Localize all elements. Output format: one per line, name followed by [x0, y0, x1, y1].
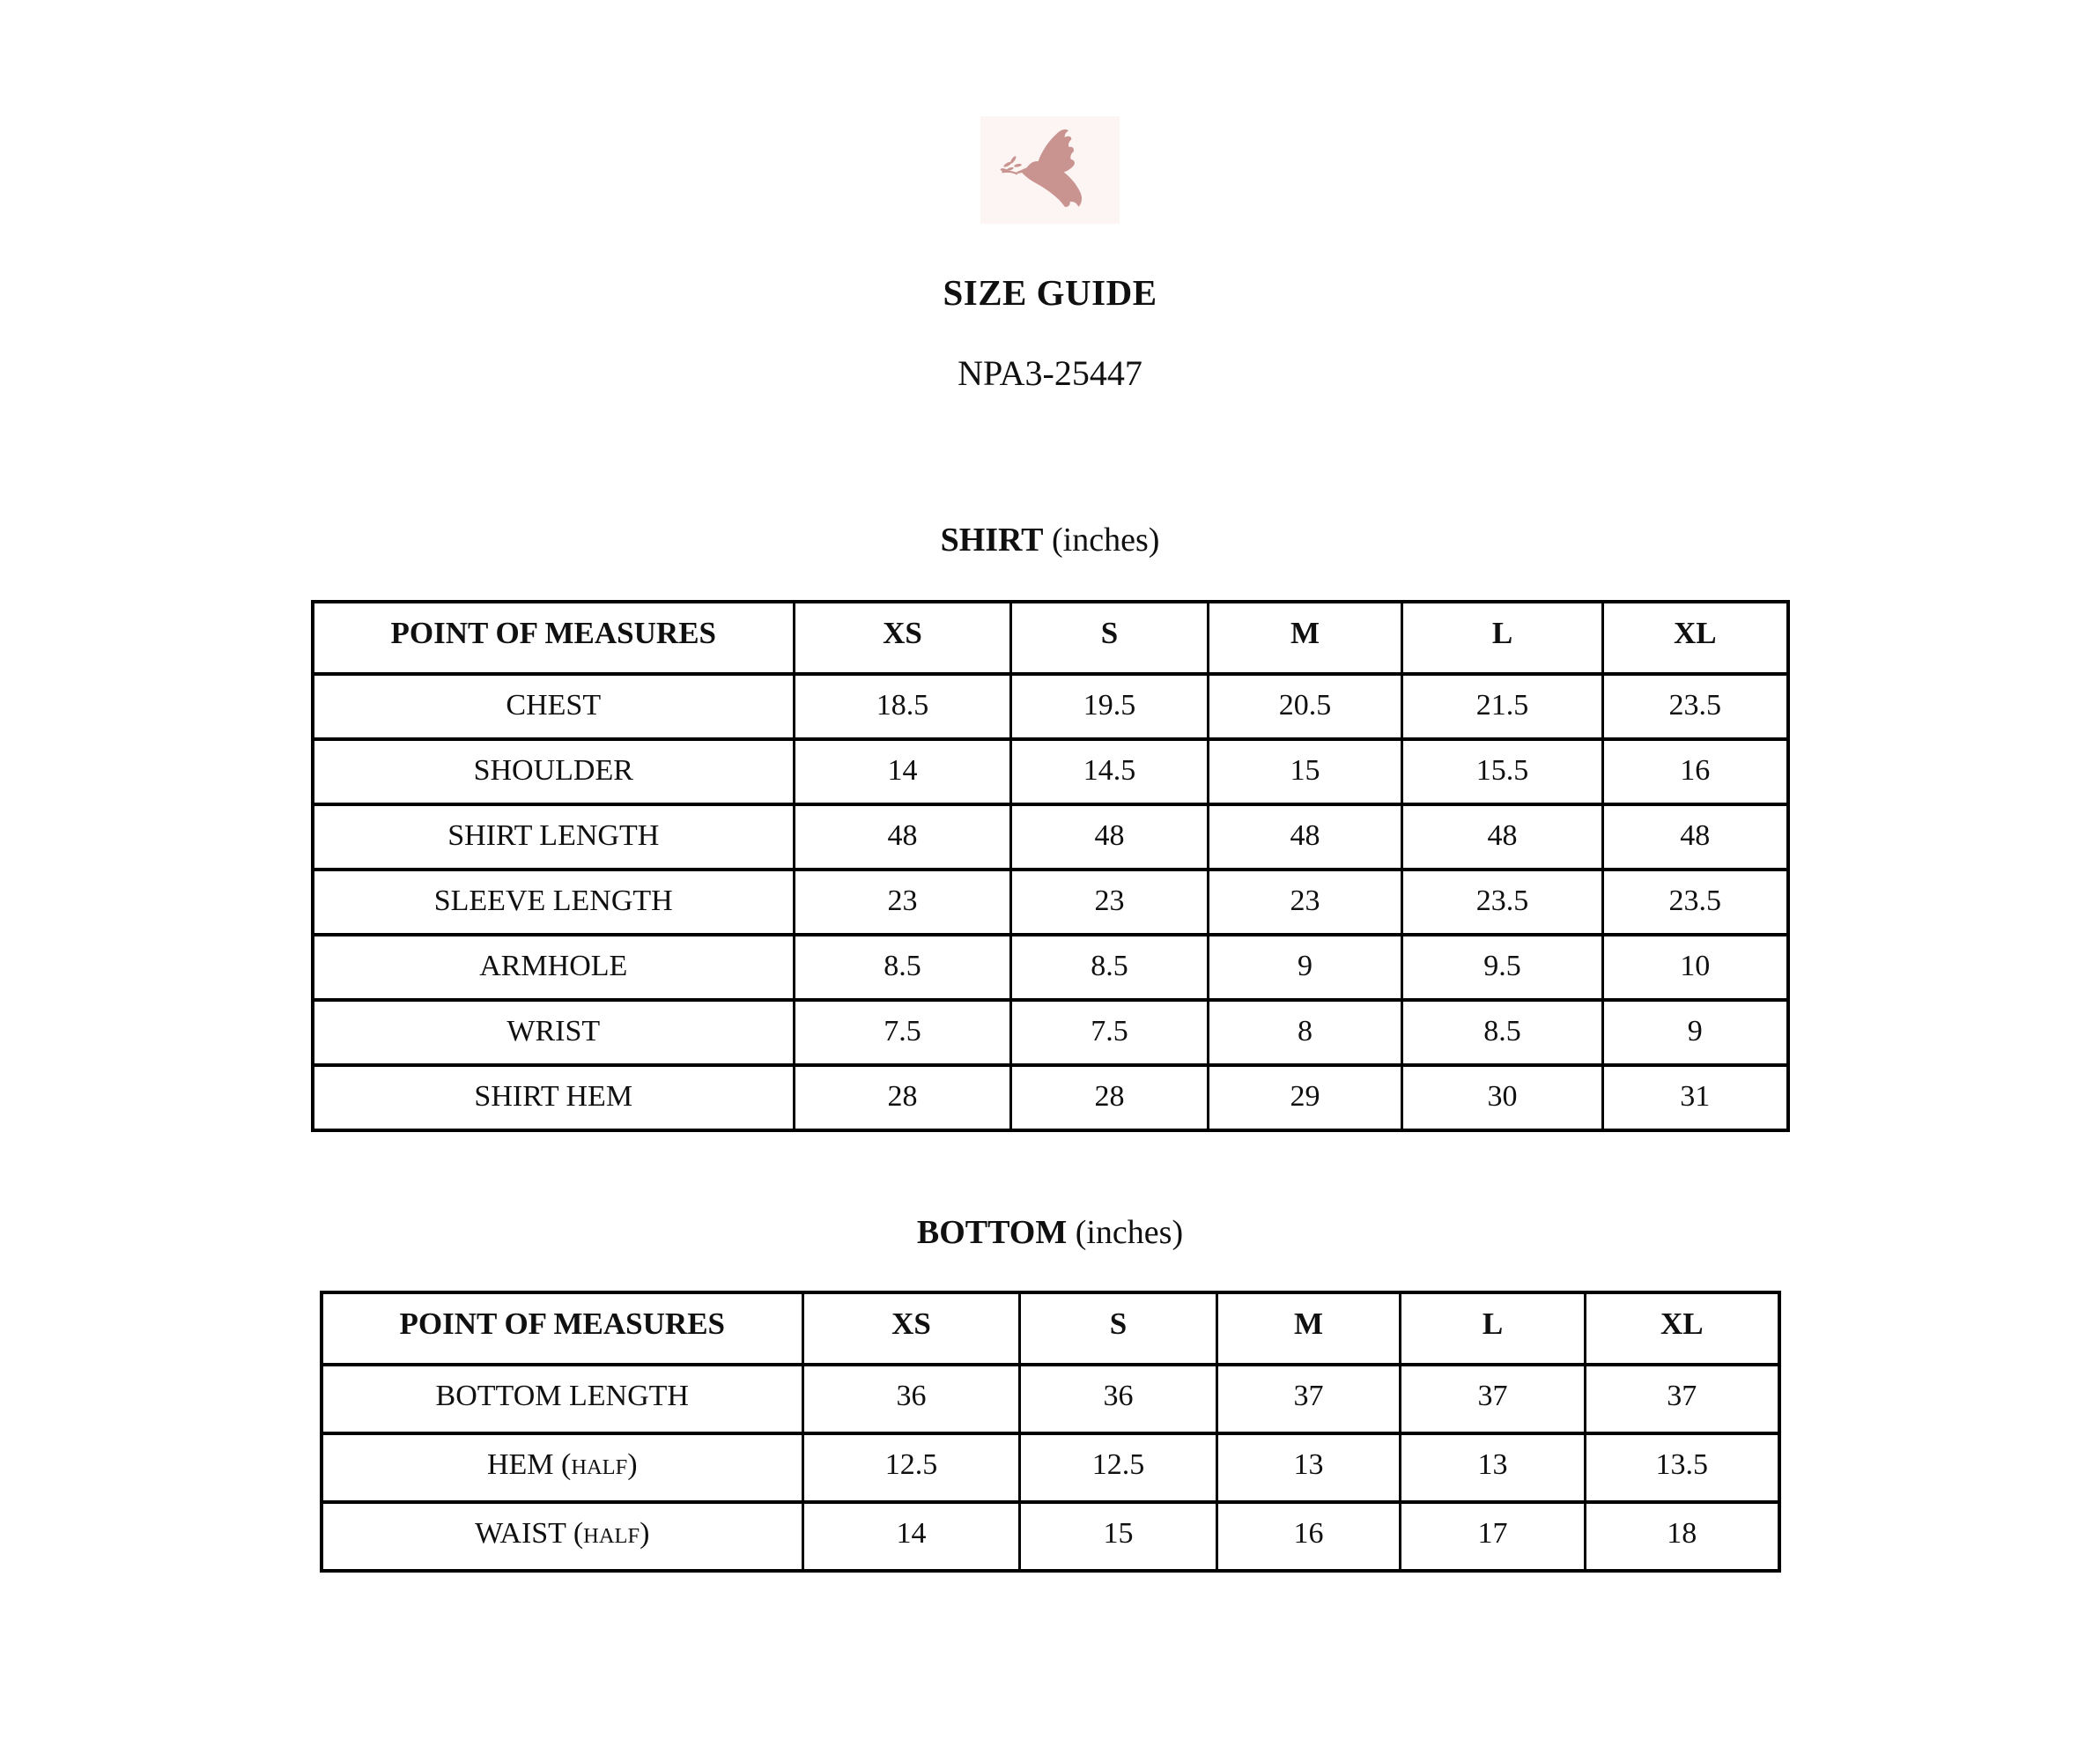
- row-label: WRIST: [313, 1000, 795, 1065]
- row-label-suffix: HALF: [571, 1455, 628, 1479]
- cell-value: 15: [1209, 739, 1402, 804]
- cell-value: 18.5: [795, 674, 1011, 739]
- header-row: [313, 602, 1788, 674]
- row-label: SLEEVE LENGTH: [313, 870, 795, 935]
- cell-value: 13.5: [1586, 1433, 1779, 1502]
- cell-value: 31: [1603, 1065, 1788, 1130]
- cell-value: 23.5: [1603, 674, 1788, 739]
- cell-value: 23: [1011, 870, 1209, 935]
- row-label: SHIRT LENGTH: [313, 804, 795, 870]
- cell-value: 48: [1209, 804, 1402, 870]
- column-header: XS: [795, 602, 1011, 674]
- cell-value: 48: [795, 804, 1011, 870]
- cell-value: 28: [795, 1065, 1011, 1130]
- shirt-size-table: [311, 600, 1790, 1132]
- column-header: M: [1217, 1292, 1401, 1365]
- cell-value: 13: [1401, 1433, 1586, 1502]
- bottom-section-unit: (inches): [1075, 1214, 1184, 1251]
- cell-value: 48: [1603, 804, 1788, 870]
- table-row: [313, 935, 1788, 1000]
- cell-value: 7.5: [1011, 1000, 1209, 1065]
- cell-value: 36: [1020, 1365, 1217, 1433]
- row-label: ARMHOLE: [313, 935, 795, 1000]
- cell-value: 15: [1020, 1502, 1217, 1571]
- column-header: L: [1402, 602, 1603, 674]
- row-label: CHEST: [313, 674, 795, 739]
- cell-value: 48: [1402, 804, 1603, 870]
- brand-logo: [980, 116, 1120, 224]
- table-row: [322, 1502, 1779, 1571]
- bottom-size-table: [320, 1291, 1781, 1573]
- cell-value: 23.5: [1402, 870, 1603, 935]
- cell-value: 9: [1603, 1000, 1788, 1065]
- column-header: S: [1011, 602, 1209, 674]
- table-row: [313, 739, 1788, 804]
- shirt-section-unit: (inches): [1052, 522, 1160, 559]
- cell-value: 12.5: [803, 1433, 1020, 1502]
- cell-value: 37: [1217, 1365, 1401, 1433]
- cell-value: 13: [1217, 1433, 1401, 1502]
- table-row: [313, 1065, 1788, 1130]
- table-row: [313, 1000, 1788, 1065]
- column-header: POINT OF MEASURES: [313, 602, 795, 674]
- cell-value: 23: [1209, 870, 1402, 935]
- cell-value: 9.5: [1402, 935, 1603, 1000]
- cell-value: 37: [1401, 1365, 1586, 1433]
- cell-value: 37: [1586, 1365, 1779, 1433]
- row-label: WAIST (HALF): [322, 1502, 803, 1571]
- cell-value: 8.5: [1011, 935, 1209, 1000]
- row-label: SHIRT HEM: [313, 1065, 795, 1130]
- cell-value: 8.5: [795, 935, 1011, 1000]
- table-row: [313, 870, 1788, 935]
- cell-value: 14: [803, 1502, 1020, 1571]
- cell-value: 14.5: [1011, 739, 1209, 804]
- cell-value: 30: [1402, 1065, 1603, 1130]
- bottom-section-heading: [0, 1213, 2100, 1252]
- cell-value: 18: [1586, 1502, 1779, 1571]
- column-header: POINT OF MEASURES: [322, 1292, 803, 1365]
- cell-value: 15.5: [1402, 739, 1603, 804]
- cell-value: 29: [1209, 1065, 1402, 1130]
- row-label-suffix: HALF: [583, 1524, 640, 1548]
- column-header: XS: [803, 1292, 1020, 1365]
- cell-value: 8: [1209, 1000, 1402, 1065]
- shirt-section-heading: [0, 521, 2100, 559]
- cell-value: 10: [1603, 935, 1788, 1000]
- cell-value: 36: [803, 1365, 1020, 1433]
- table-row: [313, 674, 1788, 739]
- column-header: M: [1209, 602, 1402, 674]
- header-row: [322, 1292, 1779, 1365]
- cell-value: 23.5: [1603, 870, 1788, 935]
- shirt-section-title: SHIRT: [940, 522, 1044, 559]
- cell-value: 14: [795, 739, 1011, 804]
- cell-value: 21.5: [1402, 674, 1603, 739]
- column-header: L: [1401, 1292, 1586, 1365]
- cell-value: 48: [1011, 804, 1209, 870]
- column-header: S: [1020, 1292, 1217, 1365]
- cell-value: 28: [1011, 1065, 1209, 1130]
- cell-value: 17: [1401, 1502, 1586, 1571]
- cell-value: 23: [795, 870, 1011, 935]
- cell-value: 20.5: [1209, 674, 1402, 739]
- table-row: [322, 1365, 1779, 1433]
- cell-value: 9: [1209, 935, 1402, 1000]
- row-label: BOTTOM LENGTH: [322, 1365, 803, 1433]
- dove-icon: [999, 123, 1101, 217]
- table-row: [313, 804, 1788, 870]
- page-title: SIZE GUIDE: [943, 272, 1157, 313]
- table-row: [322, 1433, 1779, 1502]
- bottom-section-title: BOTTOM: [916, 1214, 1068, 1251]
- cell-value: 8.5: [1402, 1000, 1603, 1065]
- cell-value: 16: [1217, 1502, 1401, 1571]
- column-header: XL: [1586, 1292, 1779, 1365]
- row-label: HEM (HALF): [322, 1433, 803, 1502]
- product-code: NPA3-25447: [958, 353, 1142, 393]
- cell-value: 7.5: [795, 1000, 1011, 1065]
- cell-value: 12.5: [1020, 1433, 1217, 1502]
- cell-value: 19.5: [1011, 674, 1209, 739]
- column-header: XL: [1603, 602, 1788, 674]
- cell-value: 16: [1603, 739, 1788, 804]
- row-label: SHOULDER: [313, 739, 795, 804]
